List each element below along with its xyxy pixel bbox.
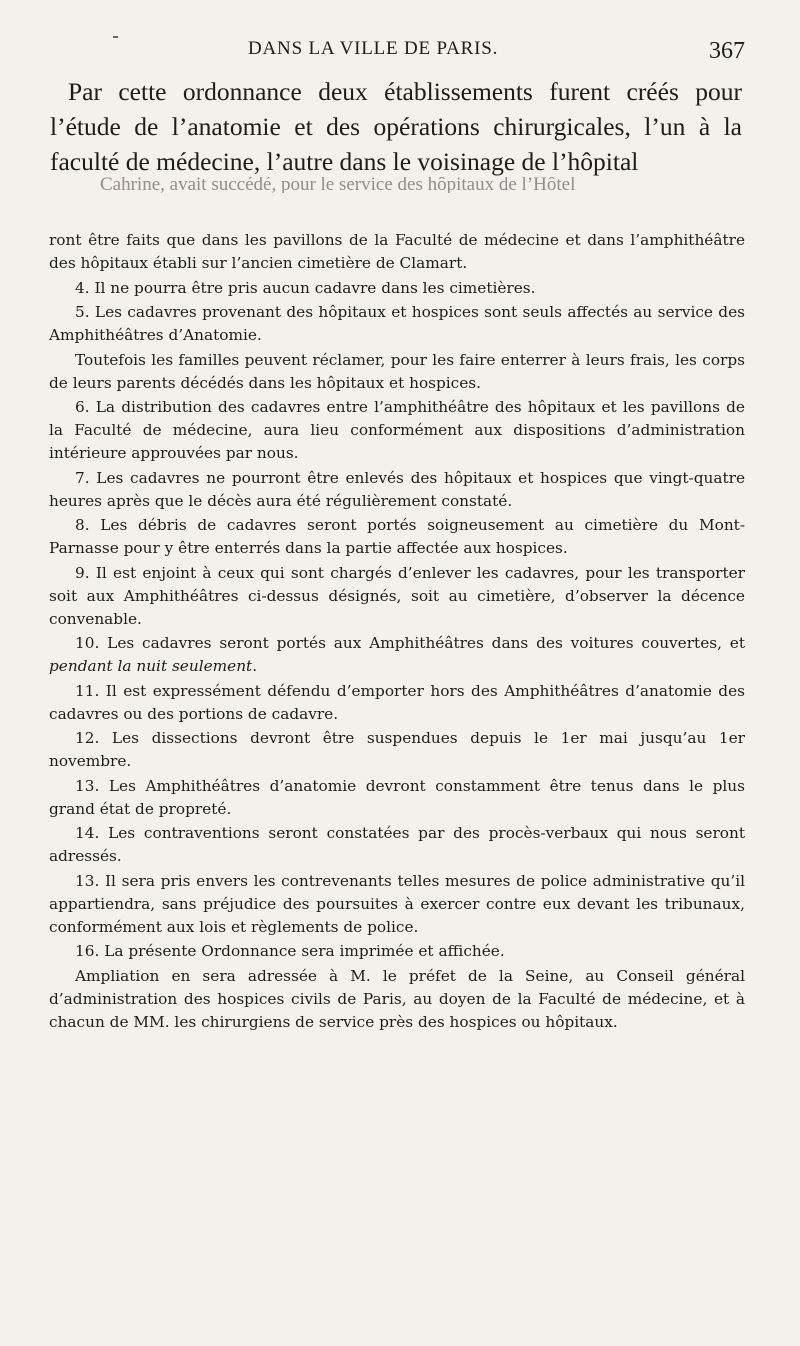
article-paragraph: Ampliation en sera adressée à M. le préfet de la Seine, au Conseil général d’administration des hospices civils de Paris, au doyen de la Faculté de médecine, et à chacun de MM. les chirurgiens de service près des hospices ou hôpitaux. [49, 967, 745, 1031]
article-paragraph: ront être faits que dans les pavillons de la Faculté de médecine et dans l’amphithéâtre des hôpitaux établi sur l’ancien cimetière de Clamart. [49, 231, 745, 272]
article-paragraph: 5. Les cadavres provenant des hôpitaux et hospices sont seuls affectés au service des Amphithéâtres d’Anatomie. [49, 303, 745, 344]
article-text: 10. Les cadavres seront portés aux Amphithéâtres dans des voitures couvertes, et [75, 634, 745, 652]
article-paragraph: 16. La présente Ordonnance sera imprimée et affichée. [75, 942, 505, 960]
article-paragraph: 4. Il ne pourra être pris aucun cadavre dans les cimetières. [75, 278, 536, 297]
article-paragraph: 7. Les cadavres ne pourront être enlevés des hôpitaux et hospices que vingt-quatre heures après que le décès aura été régulièrement constaté. [49, 468, 745, 510]
article-paragraph: 13. Il sera pris envers les contrevenants telles mesures de police administrative qu’il appartiendra, sans préjudice des poursuites à exercer contre eux devant les tribunaux, conformément aux lois et règlements de police. [49, 871, 745, 936]
article-paragraph: 14. Les contraventions seront constatées par des procès-verbaux qui nous seront adressés. [49, 824, 745, 865]
article-paragraph: 13. Les Amphithéâtres d’anatomie devront constamment être tenus dans le plus grand état de propreté. [49, 776, 745, 818]
page-number: 367 [709, 38, 745, 64]
ordinance-articles [49, 229, 745, 1036]
running-head [50, 38, 745, 68]
intro-text [50, 74, 742, 179]
article-paragraph: 6. La distribution des cadavres entre l’amphithéâtre des hôpitaux et les pavillons de la Faculté de médecine, aura lieu conformément aux dispositions d’administration intérieure approuvées par nous. [49, 398, 745, 462]
article-paragraph: Toutefois les familles peuvent réclamer, pour les faire enterrer à leurs frais, les corps de leurs parents décédés dans les hôpitaux et hospices. [49, 350, 745, 392]
running-title: DANS LA VILLE DE PARIS. [248, 38, 499, 59]
article-paragraph: 8. Les débris de cadavres seront portés soigneusement au cimetière du Mont-Parnasse pour y être enterrés dans la partie affectée aux hospices. [49, 516, 745, 557]
article-paragraph [49, 632, 745, 678]
intro-paragraph: Par cette ordonnance deux établissements furent créés pour l’étude de l’anatomie et des opérations chirurgicales, l’un à la faculté de médecine, l’autre dans le voisinage de l’hôpital [50, 77, 742, 176]
italic-text: pendant la nuit seulement [49, 657, 253, 675]
bleed-through-fragment: Cahrine, avait succédé, pour le service des hôpitaux de l’Hôtel [100, 177, 576, 193]
article-paragraph: 12. Les dissections devront être suspendues depuis le 1er mai jusqu’au 1er novembre. [49, 729, 745, 770]
article-paragraph: 9. Il est enjoint à ceux qui sont chargés d’enlever les cadavres, pour les transporter soit aux Amphithéâtres ci-dessus désignés, soit au cimetière, d’observer la décence convenable. [49, 563, 745, 628]
article-paragraph: 11. Il est expressément défendu d’emporter hors des Amphithéâtres d’anatomie des cadavres ou des portions de cadavre. [49, 681, 745, 723]
article-suffix: . [252, 657, 258, 675]
